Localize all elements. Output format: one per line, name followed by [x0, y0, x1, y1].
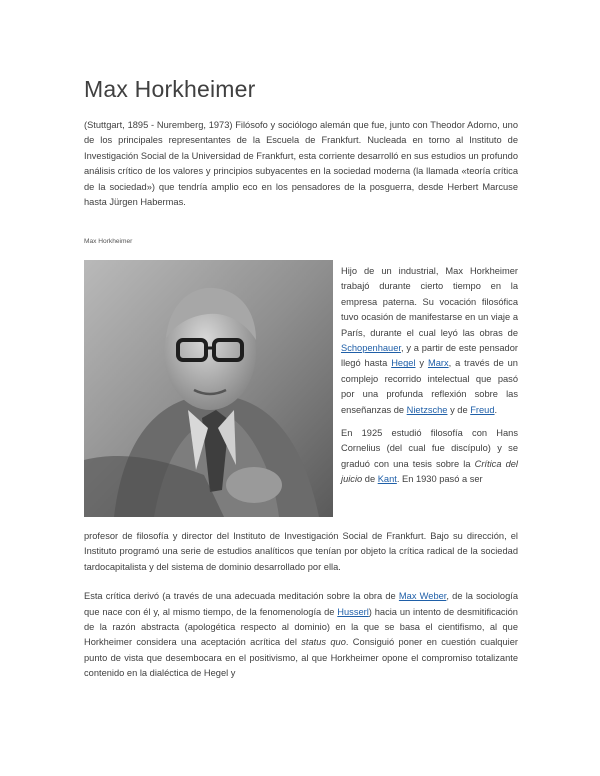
text-segment: Esta crítica derivó (a través de una adecuada meditación sobre la obra de — [84, 591, 399, 602]
link-kant[interactable]: Kant — [377, 474, 397, 485]
text-segment: , a través de un complejo recorrido intelectual que pasó por una profunda reflexión sobre las enseñanzas de — [341, 358, 518, 415]
link-max-weber[interactable]: Max Weber — [398, 591, 447, 602]
side-column — [341, 264, 518, 496]
text-segment: . — [494, 404, 498, 415]
text-segment: y — [415, 358, 428, 369]
portrait-photo — [84, 260, 333, 517]
intro-paragraph: (Stuttgart, 1895 - Nuremberg, 1973) Filósofo y sociólogo alemán que fue, junto con Theodor Adorno, uno de los principales representantes de la Escuela de Frankfurt. Nucleada en torno al Instituto de Investigación Social de la Universidad de Frankfurt, esta corriente desarrolló en sus estudios un profundo análisis crítico de los valores y principios subyacentes en la sociedad moderna (la llamada «teoría crítica de la sociedad») que tendría amplio eco en los pensadores de la posguerra, desde Herbert Marcuse hasta Jürgen Habermas. — [84, 120, 518, 208]
text-segment: , de la sociología que nace con él y, al mismo tiempo, de la fenomenología de — [84, 591, 518, 617]
paragraph-studies — [341, 426, 518, 488]
emphasis-status-quo: status quo — [301, 637, 346, 648]
link-hegel[interactable]: Hegel — [391, 358, 416, 369]
text-segment: Hijo de un industrial, Max Horkheimer trabajó durante cierto tiempo en la empresa paterna. Su vocación filosófica tuvo ocasión de manifestarse en un viaje a París, durante el cual leyó las obras de — [341, 266, 518, 338]
link-marx[interactable]: Marx — [427, 358, 449, 369]
paragraph-institute: profesor de filosofía y director del Instituto de Investigación Social de Frankfurt. Bajo su dirección, el Instituto programó una serie de estudios analíticos que tenían por objeto la crítica radical de la sociedad tardocapitalista y del sistema de dominio desarrollado por ella. — [84, 531, 518, 572]
text-segment: de — [362, 474, 378, 485]
text-segment: ) hacia un intento de desmitificación de la razón abstracta (apologética respecto al dominio) en la que se basa el cientifismo, al que Horkheimer considera una aceptación acrítica del — [84, 606, 518, 648]
emphasis-critica-del-juicio: Crítica del juicio — [341, 458, 518, 485]
text-segment: y de — [447, 404, 471, 415]
paragraph-critique — [84, 589, 518, 681]
link-schopenhauer[interactable]: Schopenhauer — [341, 343, 401, 354]
image-caption: Max Horkheimer — [84, 238, 133, 245]
text-segment: . En 1930 pasó a ser — [396, 474, 483, 485]
text-segment: . Consiguió poner en cuestión cualquier punto de vista que desembocara en el positivismo, al que Horkheimer opone el compromiso totalizante contenido en la dialéctica de Hegel y — [84, 637, 518, 679]
full-width-column — [84, 529, 518, 696]
paragraph-biography — [341, 264, 518, 418]
text-segment: En 1925 estudió filosofía con Hans Cornelius (del cual fue discípulo) y se graduó con una tesis sobre la — [341, 428, 518, 469]
link-husserl[interactable]: Husserl — [337, 606, 369, 617]
text-segment: , y a partir de este pensador llegó hasta — [341, 343, 518, 369]
page-title: Max Horkheimer — [84, 76, 256, 102]
link-freud[interactable]: Freud — [470, 404, 495, 415]
link-nietzsche[interactable]: Nietzsche — [406, 404, 448, 415]
